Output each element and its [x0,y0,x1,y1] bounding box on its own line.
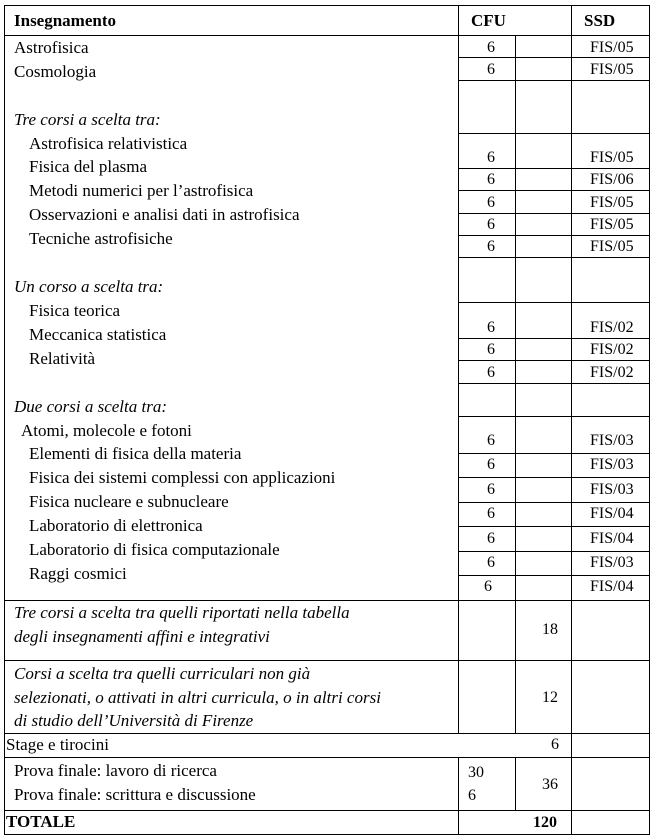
group-title: Tre corsi a scelta tra: [14,110,161,129]
course-name: Fisica dei sistemi complessi con applicazioni [29,468,336,487]
header-cfu: CFU [471,11,506,30]
table-border [649,5,650,835]
table-border [4,733,650,734]
course-name: Tecniche astrofisiche [29,229,173,248]
prova-total: 36 [542,776,558,793]
prova-cfu: 30 [468,764,484,781]
liberi-text: di studio dell’Università di Firenze [14,711,254,730]
table-border [571,5,572,835]
table-border [4,810,650,811]
table-border [458,575,650,576]
table-border [458,235,650,236]
course-name: Fisica nucleare e subnucleare [29,492,229,511]
course-cfu: 6 [487,149,495,166]
course-name: Astrofisica [14,38,89,57]
course-cfu: 6 [487,505,495,522]
table-border [4,5,5,835]
course-ssd: FIS/06 [590,171,634,188]
totale-value: 120 [533,814,557,831]
course-ssd: FIS/05 [590,216,634,233]
table-border [458,213,650,214]
table-border [458,302,650,303]
course-cfu: 6 [487,194,495,211]
course-cfu: 6 [487,456,495,473]
course-cfu: 6 [487,61,495,78]
course-name: Fisica teorica [29,301,121,320]
affini-text: degli insegnamenti affini e integrativi [14,627,270,646]
table-border [515,757,516,810]
table-border [458,383,650,384]
table-border [458,80,650,81]
table-border [4,757,650,758]
totale-label: TOTALE [6,812,76,831]
course-cfu: 6 [487,432,495,449]
table-border [458,57,650,58]
table-border [458,360,650,361]
course-cfu: 6 [484,578,492,595]
prova-text: Prova finale: lavoro di ricerca [14,761,217,780]
table-border [4,5,650,6]
course-name: Atomi, molecole e fotoni [21,421,192,440]
liberi-text: Corsi a scelta tra quelli curriculari non già [14,664,311,683]
course-ssd: FIS/02 [590,319,634,336]
affini-text: Tre corsi a scelta tra quelli riportati nella tabella [14,603,350,622]
course-cfu: 6 [487,364,495,381]
table-border [458,168,650,169]
course-cfu: 6 [487,554,495,571]
course-cfu: 6 [487,319,495,336]
course-name: Cosmologia [14,62,97,81]
course-cfu: 6 [487,171,495,188]
course-ssd: FIS/03 [590,554,634,571]
course-cfu: 6 [487,481,495,498]
table-border [458,526,650,527]
header-ssd: SSD [584,11,616,30]
course-cfu: 6 [487,238,495,255]
table-border [458,502,650,503]
table-border [4,600,650,601]
table-border [458,5,459,733]
stage-total: 6 [551,736,559,753]
table-border [4,834,650,835]
course-ssd: FIS/04 [590,530,634,547]
table-border [458,133,650,134]
table-border [4,35,650,36]
course-cfu: 6 [487,530,495,547]
liberi-total: 12 [542,689,558,706]
table-border [458,477,650,478]
course-name: Meccanica statistica [29,325,167,344]
stage-label: Stage e tirocini [6,735,109,754]
course-ssd: FIS/02 [590,341,634,358]
table-border [458,757,459,835]
table-border [458,338,650,339]
course-ssd: FIS/05 [590,194,634,211]
course-ssd: FIS/02 [590,364,634,381]
course-name: Metodi numerici per l’astrofisica [29,181,254,200]
prova-text: Prova finale: scrittura e discussione [14,785,256,804]
table-border [458,257,650,258]
course-ssd: FIS/03 [590,456,634,473]
table-border [458,453,650,454]
course-cfu: 6 [487,341,495,358]
table-border [458,416,650,417]
course-ssd: FIS/03 [590,481,634,498]
header-course: Insegnamento [14,11,117,30]
course-ssd: FIS/05 [590,61,634,78]
course-name: Osservazioni e analisi dati in astrofisica [29,205,300,224]
course-name: Astrofisica relativistica [29,134,188,153]
course-cfu: 6 [487,216,495,233]
course-name: Fisica del plasma [29,157,148,176]
affini-total: 18 [542,621,558,638]
course-ssd: FIS/03 [590,432,634,449]
liberi-text: selezionati, o attivati in altri curricula, o in altri corsi [14,688,381,707]
table-border [515,35,516,733]
course-name: Relatività [29,349,96,368]
course-ssd: FIS/04 [590,505,634,522]
group-title: Un corso a scelta tra: [14,277,164,296]
table-border [4,660,650,661]
course-ssd: FIS/05 [590,149,634,166]
course-name: Raggi cosmici [29,564,127,583]
course-name: Laboratorio di elettronica [29,516,203,535]
group-title: Due corsi a scelta tra: [14,397,167,416]
table-border [458,551,650,552]
course-name: Laboratorio di fisica computazionale [29,540,280,559]
course-cfu: 6 [487,39,495,56]
course-ssd: FIS/05 [590,39,634,56]
course-ssd: FIS/05 [590,238,634,255]
prova-cfu: 6 [468,787,476,804]
table-border [458,190,650,191]
course-ssd: FIS/04 [590,578,634,595]
course-name: Elementi di fisica della materia [29,444,242,463]
